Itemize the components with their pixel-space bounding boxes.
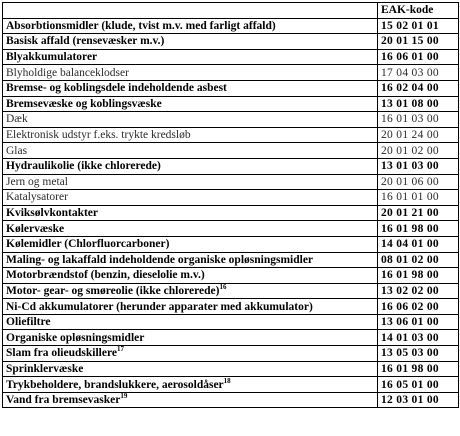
table-row: [3, 346, 459, 362]
waste-type-cell: [3, 174, 378, 190]
waste-type-cell: [3, 377, 378, 393]
waste-type-cell: [3, 18, 378, 34]
table-row: [3, 190, 459, 206]
eak-code-cell: 17 04 03 00: [378, 65, 459, 81]
waste-type-label: Blyakkumulatorer: [6, 51, 98, 64]
waste-type-label: Katalysatorer: [6, 191, 68, 204]
table-row: [3, 314, 459, 330]
waste-type-label: Motor- gear- og smøreolie (ikke chlorerede): [6, 284, 220, 297]
eak-code-cell: 16 06 02 00: [378, 299, 459, 315]
eak-code-cell: 14 01 03 00: [378, 330, 459, 346]
eak-code-cell: 16 05 01 00: [378, 377, 459, 393]
waste-type-cell: [3, 361, 378, 377]
waste-type-label: Kølemidler (Chlorfluorcarboner): [6, 238, 170, 251]
waste-type-label: Glas: [6, 144, 28, 157]
waste-type-label: Blyholdige balanceklodser: [6, 66, 129, 79]
table-row: [3, 143, 459, 159]
waste-type-cell: [3, 314, 378, 330]
table-row: [3, 34, 459, 50]
eak-code-cell: 16 01 98 00: [378, 268, 459, 284]
eak-code-cell: 15 02 01 01: [378, 18, 459, 34]
waste-type-label: Absorbtionsmidler (klude, tvist m.v. med farligt affald): [6, 19, 276, 32]
table-row: [3, 80, 459, 96]
waste-code-table: [2, 2, 459, 408]
waste-type-cell: [3, 49, 378, 65]
waste-type-cell: [3, 221, 378, 237]
waste-type-label: Jern og metal: [6, 175, 68, 188]
eak-code-cell: 13 01 08 00: [378, 96, 459, 112]
table-row: [3, 158, 459, 174]
eak-code-cell: 08 01 02 00: [378, 252, 459, 268]
footnote-marker: 18: [223, 376, 231, 385]
table-row: [3, 96, 459, 112]
waste-type-cell: [3, 80, 378, 96]
table-row: [3, 174, 459, 190]
table-row: [3, 18, 459, 34]
table-row: [3, 392, 459, 408]
eak-code-cell: 14 04 01 00: [378, 236, 459, 252]
header-waste-type: [3, 3, 378, 19]
waste-type-label: Trykbeholdere, brandslukkere, aerosoldåser: [6, 378, 224, 391]
waste-type-label: Oliefiltre: [6, 316, 51, 329]
table-row: [3, 330, 459, 346]
waste-type-label: Organiske opløsningsmidler: [6, 331, 145, 344]
eak-code-cell: 13 01 03 00: [378, 158, 459, 174]
eak-code-cell: 16 01 98 00: [378, 221, 459, 237]
waste-type-label: Maling- og lakaffald indeholdende organiske opløsningsmidler: [6, 253, 314, 266]
table-row: [3, 49, 459, 65]
table-row: [3, 221, 459, 237]
table-row: [3, 252, 459, 268]
waste-type-cell: [3, 143, 378, 159]
eak-code-cell: 16 01 98 00: [378, 361, 459, 377]
waste-type-label: Dæk: [6, 113, 28, 126]
waste-type-cell: [3, 252, 378, 268]
waste-type-cell: [3, 299, 378, 315]
eak-code-cell: 16 02 04 00: [378, 80, 459, 96]
waste-type-cell: [3, 283, 378, 299]
eak-code-cell: 20 01 06 00: [378, 174, 459, 190]
waste-type-label: Bremsevæske og koblingsvæske: [6, 97, 162, 110]
waste-type-cell: [3, 34, 378, 50]
table-row: [3, 205, 459, 221]
eak-code-cell: 13 02 02 00: [378, 283, 459, 299]
waste-type-cell: [3, 127, 378, 143]
waste-type-label: Slam fra olieudskillere: [6, 347, 117, 360]
eak-code-cell: 13 05 03 00: [378, 346, 459, 362]
waste-type-label: Sprinklervæske: [6, 362, 84, 375]
waste-type-cell: [3, 96, 378, 112]
waste-type-label: Kviksølvkontakter: [6, 207, 99, 220]
table-row: [3, 299, 459, 315]
eak-code-cell: 16 06 01 00: [378, 49, 459, 65]
table-body: [3, 18, 459, 408]
waste-type-cell: [3, 65, 378, 81]
table-row: [3, 112, 459, 128]
waste-type-label: Hydraulikolie (ikke chlorerede): [6, 160, 161, 173]
eak-code-cell: 20 01 21 00: [378, 205, 459, 221]
waste-type-label: Motorbrændstof (benzin, dieselolie m.v.): [6, 269, 205, 282]
table-row: [3, 283, 459, 299]
table-row: [3, 236, 459, 252]
eak-code-cell: 16 01 03 00: [378, 112, 459, 128]
waste-type-label: Elektronisk udstyr f.eks. trykte kredsløb: [6, 129, 191, 142]
table-row: [3, 377, 459, 393]
waste-type-cell: [3, 330, 378, 346]
eak-code-cell: 20 01 24 00: [378, 127, 459, 143]
table-row: [3, 127, 459, 143]
footnote-marker: 17: [116, 345, 124, 354]
footnote-marker: 19: [120, 392, 128, 401]
table-header-row: [3, 3, 459, 19]
waste-type-cell: [3, 346, 378, 362]
waste-type-cell: [3, 112, 378, 128]
waste-type-cell: [3, 268, 378, 284]
waste-type-cell: [3, 392, 378, 408]
waste-type-cell: [3, 158, 378, 174]
footnote-marker: 16: [219, 283, 227, 292]
eak-code-cell: 13 06 01 00: [378, 314, 459, 330]
waste-type-label: Ni-Cd akkumulatorer (herunder apparater med akkumulator): [6, 300, 313, 313]
eak-code-cell: 20 01 02 00: [378, 143, 459, 159]
waste-type-label: Kølervæske: [6, 222, 65, 235]
waste-type-cell: [3, 190, 378, 206]
waste-type-label: Bremse- og koblingsdele indeholdende asbest: [6, 82, 227, 95]
table-row: [3, 361, 459, 377]
waste-type-cell: [3, 236, 378, 252]
eak-code-cell: 20 01 15 00: [378, 34, 459, 50]
eak-code-cell: 12 03 01 00: [378, 392, 459, 408]
table-row: [3, 65, 459, 81]
eak-code-cell: 16 01 01 00: [378, 190, 459, 206]
header-eak-code: EAK-kode: [378, 3, 459, 19]
waste-type-cell: [3, 205, 378, 221]
waste-type-label: Vand fra bremsevasker: [6, 394, 121, 407]
waste-code-table-container: [2, 2, 459, 408]
waste-type-label: Basisk affald (rensevæsker m.v.): [6, 35, 165, 48]
table-row: [3, 268, 459, 284]
